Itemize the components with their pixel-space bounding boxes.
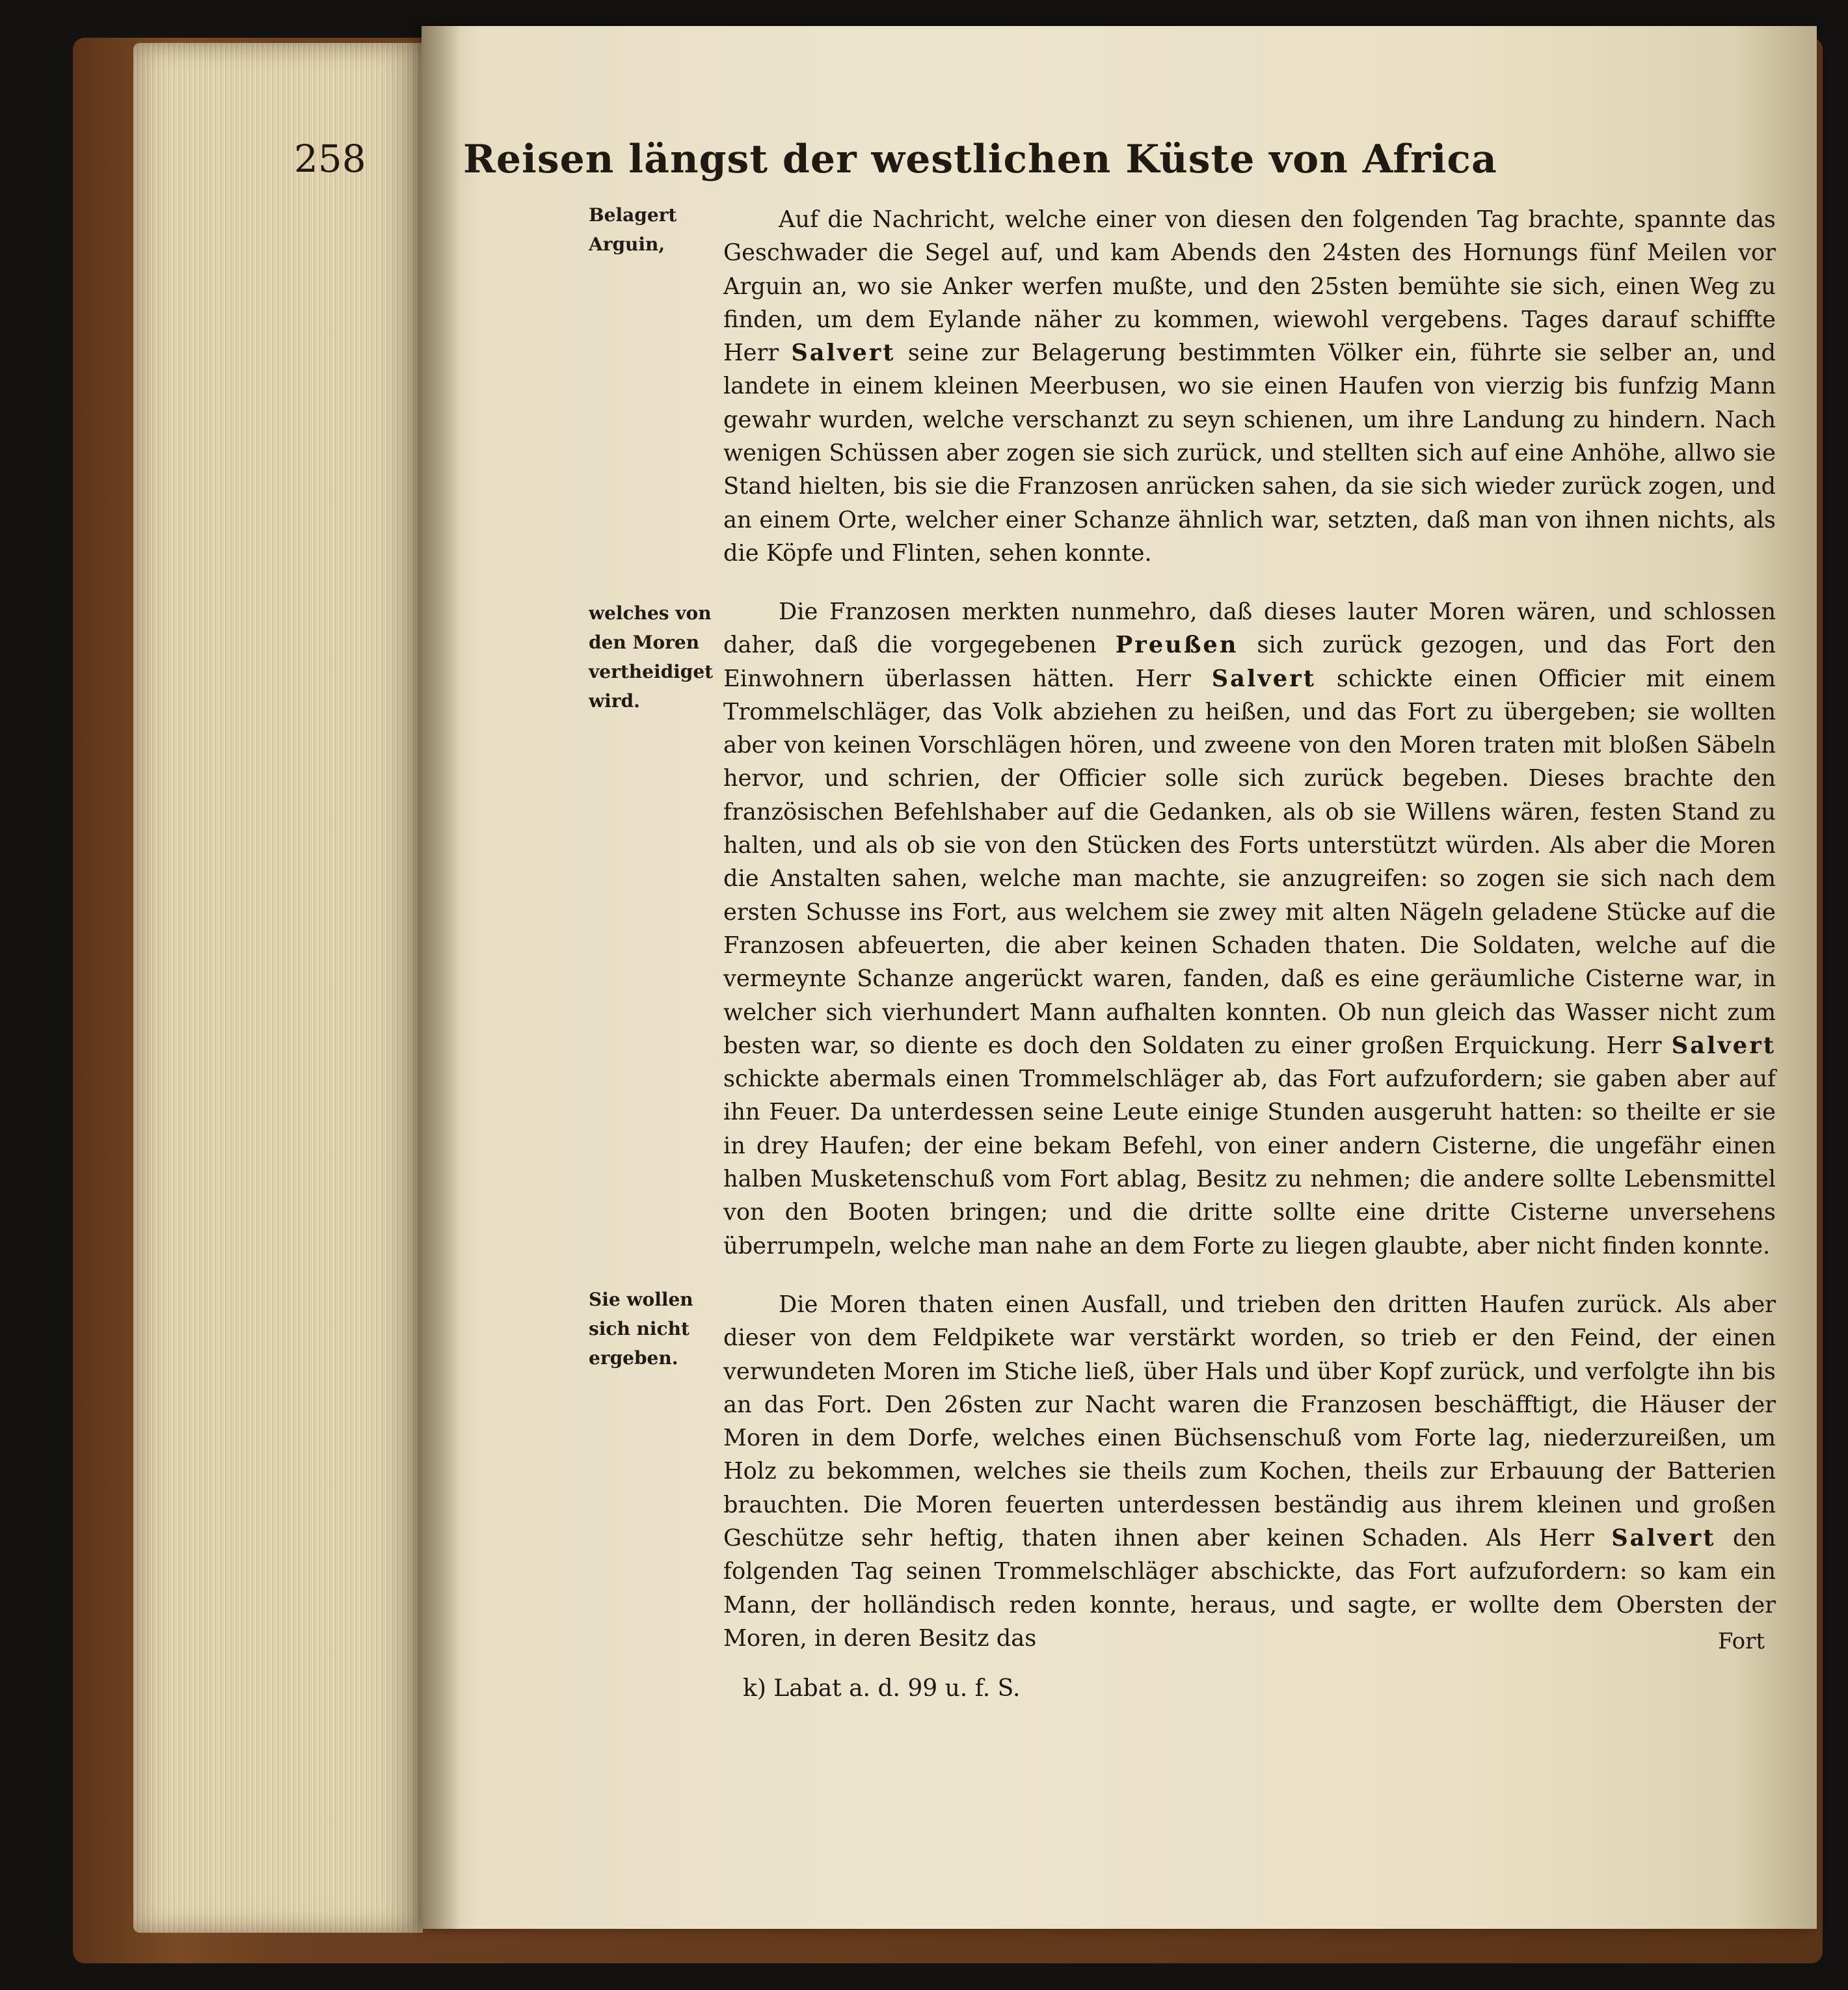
footnote: k) Labat a. d. 99 u. f. S. xyxy=(743,1675,1021,1702)
page-number: 258 xyxy=(294,137,366,181)
name-salvert: Salvert xyxy=(1671,1032,1776,1059)
paragraph-2: Die Franzosen merkten nunmehro, daß dieses lauter Moren wären, und schlossen daher, daß die vorgegebenen Preußen sich zurück gezogen, und das Fort den Einwohnern überlassen hätten. Herr Salvert schickte einen Officier mit einem Trommelschläger, das Volk abziehen zu heißen, und das Fort zu übergeben; sie wollten aber von keinen Vorschlägen hören, und zweene von den Moren traten mit bloßen Säbeln hervor, und schrien, der Officier solle sich zurück begeben. Dieses brachte den französischen Befehlshaber auf die Gedanken, als ob sie Willens wären, festen Stand zu halten, und als ob sie von den Stücken des Forts unterstützt würden. Als aber die Moren die Anstalten sahen, welche man machte, sie anzugreifen: so zogen sie sich nach dem ersten Schusse ins Fort, aus welchem sie zwey mit alten Nägeln geladene Stücke auf die Franzosen abfeuerten, die aber keinen Schaden thaten. Die Soldaten, welche auf die vermeynte Schanze angerückt waren, fanden, daß es eine geräumliche Cisterne war, in welcher sich vierhundert Mann aufhalten konnten. Ob nun gleich das Wasser nicht zum besten war, so diente es doch den Soldaten zu einer großen Erquickung. Herr Salvert schickte abermals einen Trommelschläger ab, das Fort aufzufordern; sie gaben aber auf ihn Feuer. Da unterdessen seine Leute einige Stunden ausgeruht hatten: so theilte er sie in drey Haufen; der eine bekam Befehl, von einer andern Cisterne, die ungefähr einen halben Musketenschuß vom Fort ablag, Besitz zu nehmen; die andere sollte Lebensmittel von den Booten bringen; und die dritte sollte eine dritte Cisterne unversehens überrumpeln, welche man nahe an dem Forte zu liegen glaubte, aber nicht finden konnte. xyxy=(723,598,1776,1259)
paragraph-1: Auf die Nachricht, welche einer von diesen den folgenden Tag brachte, spannte das Geschwader die Segel auf, und kam Abends den 24sten des Hornungs fünf Meilen vor Arguin an, wo sie Anker werfen mußte, und den 25sten bemühte sie sich, einen Weg zu finden, um dem Eylande näher zu kommen, wiewohl vergebens. Tages darauf schiffte Herr Salvert seine zur Belagerung bestimmten Völker ein, führte sie selber an, und landete in einem kleinen Meerbusen, wo sie einen Haufen von vierzig bis funfzig Mann gewahr wurden, welche verschanzt zu seyn schienen, um ihre Landung zu hindern. Nach wenigen Schüssen aber zogen sie sich zurück, und stellten sich auf eine Anhöhe, allwo sie Stand hielten, bis sie die Franzosen anrücken sahen, da sie sich wieder zurück zogen, und an einem Orte, welcher einer Schanze ähnlich war, setzten, daß man von ihnen nichts, als die Köpfe und Flinten, sehen konnte. xyxy=(723,206,1776,567)
paragraph-3: Die Moren thaten einen Ausfall, und trieben den dritten Haufen zurück. Als aber dieser von dem Feldpikete war verstärkt worden, so trieb er den Feind, der einen verwundeten Moren im Stiche ließ, über Hals und über Kopf zurück, und verfolgte ihn bis an das Fort. Den 26sten zur Nacht waren die Franzosen beschäfftigt, die Häuser der Moren in dem Dorfe, welches einen Büchsenschuß vom Forte lag, niederzureißen, um Holz zu bekommen, welches sie theils zum Kochen, theils zur Erbauung der Batterien brauchten. Die Moren feuerten unterdessen beständig aus ihrem kleinen und großen Geschütze sehr heftig, thaten ihnen aber keinen Schaden. Als Herr Salvert den folgenden Tag seinen Trommelschläger abschickte, das Fort aufzufordern: so kam ein Mann, der holländisch reden konnte, heraus, und sagte, er wollte dem Obersten der Moren, in deren Besitz das xyxy=(723,1291,1776,1652)
name-salvert: Salvert xyxy=(1211,665,1316,692)
catchword: Fort xyxy=(1717,1628,1765,1654)
name-salvert: Salvert xyxy=(791,340,896,367)
page-gutter xyxy=(422,26,461,1929)
name-salvert: Salvert xyxy=(1611,1525,1716,1552)
marginal-note-1: Belagert Arguin, xyxy=(589,204,677,255)
page-edges xyxy=(133,43,423,1933)
page-header xyxy=(294,137,1588,182)
name-preussen: Preußen xyxy=(1115,632,1239,659)
marginal-note-2: welches von den Moren vertheidiget wird. xyxy=(589,602,714,712)
running-title: Reisen längst der westlichen Küste von Africa xyxy=(463,137,1497,182)
marginal-note-3: Sie wollen sich nicht ergeben. xyxy=(589,1289,693,1369)
